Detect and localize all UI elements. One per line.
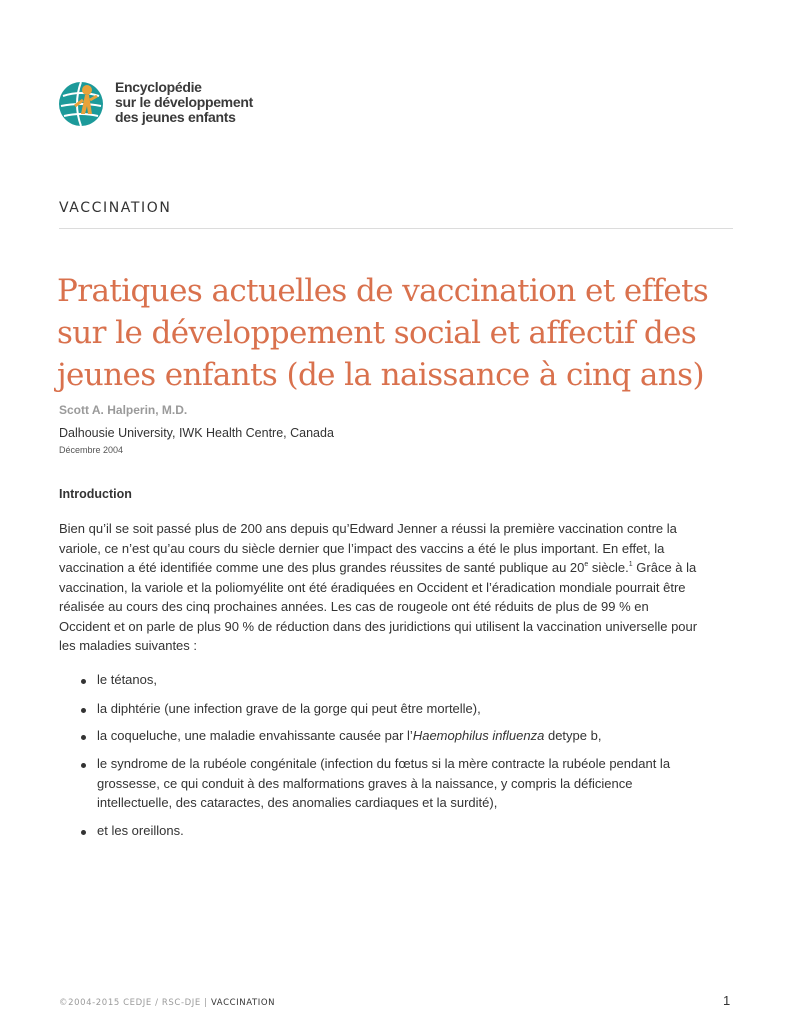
title-line: jeunes enfants (de la naissance à cinq ans) <box>57 357 704 393</box>
text-span: vaccination a été identifiée comme une des plus grandes réussites de santé publique au 20 <box>59 560 585 575</box>
paragraph-line: vaccination, la variole et la poliomyélite ont été éradiquées en Occident et l’éradication mondiale pourrait être <box>59 579 686 595</box>
italic-term: Haemophilus influenza <box>412 728 545 743</box>
footer-copyright: ©2004-2015 CEDJE / RSC-DJE | <box>59 998 211 1008</box>
section-divider <box>59 228 733 229</box>
list-item-text: et les oreillons. <box>97 823 184 838</box>
page-number: 1 <box>723 993 731 1008</box>
logo-line: Encyclopédie <box>115 79 202 95</box>
bullet-icon <box>81 679 86 684</box>
list-item-text: intellectuelle, des cataractes, des anomalies cardiaques et la surdité), <box>97 795 498 810</box>
list-item-text: la diphtérie (une infection grave de la gorge qui peut être mortelle), <box>97 701 481 716</box>
author-name: Scott A. Halperin, M.D. <box>59 403 188 417</box>
bullet-icon <box>81 830 86 835</box>
footnote-ref[interactable]: 1 <box>628 561 633 568</box>
bullet-icon <box>81 763 86 768</box>
bullet-icon <box>81 735 86 740</box>
logo-wordmark <box>115 80 253 125</box>
title-line: sur le développement social et affectif des <box>57 315 697 351</box>
bullet-icon <box>81 708 86 713</box>
section-heading: Introduction <box>59 487 132 501</box>
paragraph-line <box>59 558 739 578</box>
paragraph-line: Bien qu’il se soit passé plus de 200 ans depuis qu’Edward Jenner a réussi la première vaccination contre la <box>59 521 677 536</box>
footer-section: VACCINATION <box>210 998 276 1008</box>
paragraph-line: variole, ce n’est qu’au cours du siècle dernier que l’impact des vaccins a été le plus important. En effet, la <box>59 540 665 556</box>
publication-date: Décembre 2004 <box>59 445 124 455</box>
text-span: Grâce à la <box>632 560 697 575</box>
section-label: VACCINATION <box>59 200 172 216</box>
site-logo[interactable] <box>57 76 257 136</box>
title-line: Pratiques actuelles de vaccination et effets <box>57 273 709 309</box>
list-item-text <box>97 726 737 746</box>
list-item-text: le tétanos, <box>97 672 157 687</box>
superscript: e <box>584 561 589 568</box>
article-title <box>57 270 747 396</box>
page-footer <box>59 998 275 1008</box>
text-span: la coqueluche, une maladie envahissante causée par l’ <box>97 728 413 743</box>
text-span: siècle. <box>588 560 629 575</box>
intro-paragraph <box>59 519 739 656</box>
globe-child-icon <box>57 76 107 132</box>
list-item-text: le syndrome de la rubéole congénitale (infection du fœtus si la mère contracte la rubéole pendant la <box>97 756 671 771</box>
paragraph-line: les maladies suivantes : <box>59 638 198 653</box>
paragraph-line: Occident et on parle de plus 90 % de réduction dans des juridictions qui utilisent la vaccination universelle pour <box>59 618 698 634</box>
logo-line: sur le développement <box>115 94 253 110</box>
list-item-text: grossesse, ce qui conduit à des malformations graves à la naissance, y compris la déficience <box>97 775 633 791</box>
author-affiliation: Dalhousie University, IWK Health Centre, Canada <box>59 426 334 440</box>
text-span: detype b, <box>544 728 602 743</box>
logo-line: des jeunes enfants <box>115 109 236 125</box>
paragraph-line: réalisée au cours des cinq prochaines années. Les cas de rougeole ont été réduits de plus de 99 % en <box>59 599 649 614</box>
